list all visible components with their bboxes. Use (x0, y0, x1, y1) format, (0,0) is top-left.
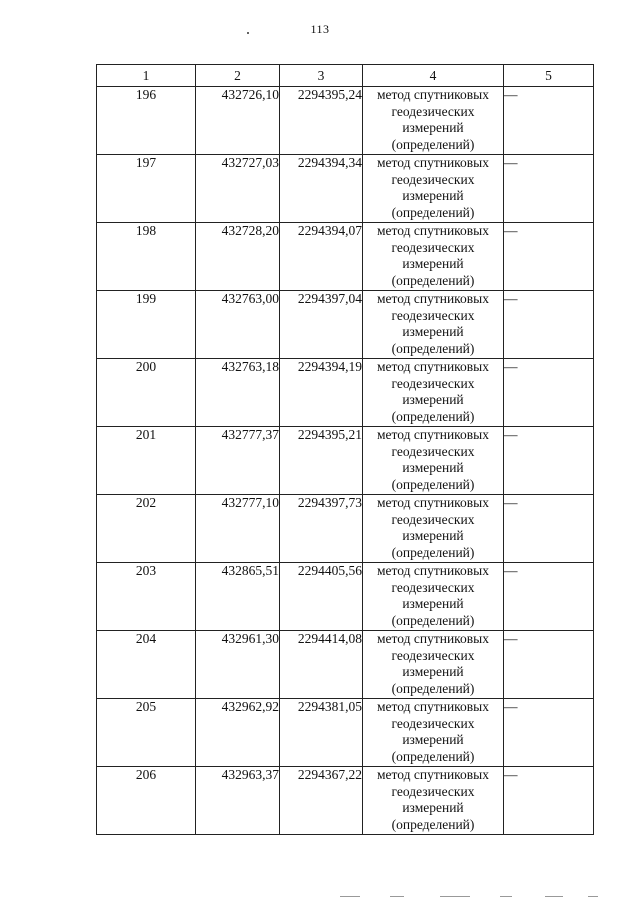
method-line: измерений (402, 392, 464, 407)
method-line: геодезических (391, 783, 475, 799)
table-row (97, 427, 594, 495)
note-cell: — (504, 427, 594, 495)
x-coordinate-cell: 432726,10 (196, 87, 280, 155)
x-coordinate-cell: 432865,51 (196, 563, 280, 631)
point-number-cell: 201 (97, 427, 196, 495)
method-line: геодезических (391, 647, 475, 663)
method-cell (363, 87, 504, 155)
y-coordinate-cell: 2294397,73 (280, 495, 363, 563)
y-coordinate-cell: 2294414,08 (280, 631, 363, 699)
table-row (97, 699, 594, 767)
method-cell (363, 631, 504, 699)
y-coordinate-cell: 2294367,22 (280, 767, 363, 835)
method-line: метод спутниковых (377, 495, 489, 510)
method-cell (363, 699, 504, 767)
y-coordinate-cell: 2294397,04 (280, 291, 363, 359)
method-line: геодезических (391, 171, 475, 187)
header-col-4: 4 (363, 65, 504, 87)
y-coordinate-cell: 2294394,19 (280, 359, 363, 427)
method-line: (определений) (391, 340, 475, 356)
point-number-cell: 205 (97, 699, 196, 767)
point-number-cell: 196 (97, 87, 196, 155)
method-cell (363, 155, 504, 223)
y-coordinate-cell: 2294394,07 (280, 223, 363, 291)
page-number: 113 (310, 22, 330, 36)
table-row (97, 359, 594, 427)
method-line: (определений) (391, 476, 475, 492)
table-row (97, 495, 594, 563)
method-line: (определений) (391, 680, 475, 696)
scan-footer-marks (330, 896, 630, 898)
point-number-cell: 199 (97, 291, 196, 359)
method-line: метод спутниковых (377, 223, 489, 238)
table-row (97, 563, 594, 631)
header-col-3: 3 (280, 65, 363, 87)
method-line: (определений) (391, 748, 475, 764)
coordinates-table (96, 64, 594, 835)
method-line: метод спутниковых (377, 155, 489, 170)
table-row (97, 87, 594, 155)
note-cell: — (504, 359, 594, 427)
method-line: (определений) (391, 544, 475, 560)
method-line: (определений) (391, 272, 475, 288)
method-line: (определений) (391, 612, 475, 628)
y-coordinate-cell: 2294405,56 (280, 563, 363, 631)
method-line: измерений (402, 596, 464, 611)
table-row (97, 223, 594, 291)
table-row (97, 631, 594, 699)
x-coordinate-cell: 432777,37 (196, 427, 280, 495)
table-row (97, 155, 594, 223)
point-number-cell: 202 (97, 495, 196, 563)
method-line: измерений (402, 800, 464, 815)
method-cell (363, 563, 504, 631)
point-number-cell: 203 (97, 563, 196, 631)
x-coordinate-cell: 432962,92 (196, 699, 280, 767)
table-header-row (97, 65, 594, 87)
method-line: метод спутниковых (377, 87, 489, 102)
header-col-2: 2 (196, 65, 280, 87)
method-line: (определений) (391, 816, 475, 832)
method-line: геодезических (391, 511, 475, 527)
y-coordinate-cell: 2294381,05 (280, 699, 363, 767)
header-col-5: 5 (504, 65, 594, 87)
method-line: (определений) (391, 204, 475, 220)
point-number-cell: 197 (97, 155, 196, 223)
method-line: измерений (402, 324, 464, 339)
method-line: измерений (402, 732, 464, 747)
method-line: геодезических (391, 715, 475, 731)
point-number-cell: 200 (97, 359, 196, 427)
table-row (97, 767, 594, 835)
method-cell (363, 291, 504, 359)
table-row (97, 291, 594, 359)
point-number-cell: 204 (97, 631, 196, 699)
method-line: измерений (402, 664, 464, 679)
note-cell: — (504, 223, 594, 291)
method-line: геодезических (391, 443, 475, 459)
method-line: метод спутниковых (377, 699, 489, 714)
method-line: измерений (402, 528, 464, 543)
table-body (97, 87, 594, 835)
method-line: геодезических (391, 375, 475, 391)
x-coordinate-cell: 432963,37 (196, 767, 280, 835)
method-line: (определений) (391, 136, 475, 152)
note-cell: — (504, 155, 594, 223)
point-number-cell: 198 (97, 223, 196, 291)
method-line: метод спутниковых (377, 291, 489, 306)
y-coordinate-cell: 2294395,24 (280, 87, 363, 155)
x-coordinate-cell: 432777,10 (196, 495, 280, 563)
note-cell: — (504, 767, 594, 835)
method-line: геодезических (391, 103, 475, 119)
method-cell (363, 495, 504, 563)
method-line: геодезических (391, 307, 475, 323)
x-coordinate-cell: 432961,30 (196, 631, 280, 699)
method-line: метод спутниковых (377, 359, 489, 374)
method-line: геодезических (391, 579, 475, 595)
method-line: геодезических (391, 239, 475, 255)
note-cell: — (504, 291, 594, 359)
method-cell (363, 359, 504, 427)
method-line: (определений) (391, 408, 475, 424)
x-coordinate-cell: 432763,18 (196, 359, 280, 427)
note-cell: — (504, 495, 594, 563)
note-cell: — (504, 699, 594, 767)
method-cell (363, 427, 504, 495)
method-line: измерений (402, 256, 464, 271)
method-cell (363, 223, 504, 291)
method-line: метод спутниковых (377, 427, 489, 442)
y-coordinate-cell: 2294394,34 (280, 155, 363, 223)
method-line: метод спутниковых (377, 563, 489, 578)
method-line: измерений (402, 188, 464, 203)
scan-speck (247, 32, 249, 34)
method-line: метод спутниковых (377, 631, 489, 646)
note-cell: — (504, 87, 594, 155)
note-cell: — (504, 631, 594, 699)
method-line: метод спутниковых (377, 767, 489, 782)
note-cell: — (504, 563, 594, 631)
x-coordinate-cell: 432728,20 (196, 223, 280, 291)
method-line: измерений (402, 460, 464, 475)
x-coordinate-cell: 432727,03 (196, 155, 280, 223)
method-cell (363, 767, 504, 835)
header-col-1: 1 (97, 65, 196, 87)
method-line: измерений (402, 120, 464, 135)
point-number-cell: 206 (97, 767, 196, 835)
x-coordinate-cell: 432763,00 (196, 291, 280, 359)
y-coordinate-cell: 2294395,21 (280, 427, 363, 495)
